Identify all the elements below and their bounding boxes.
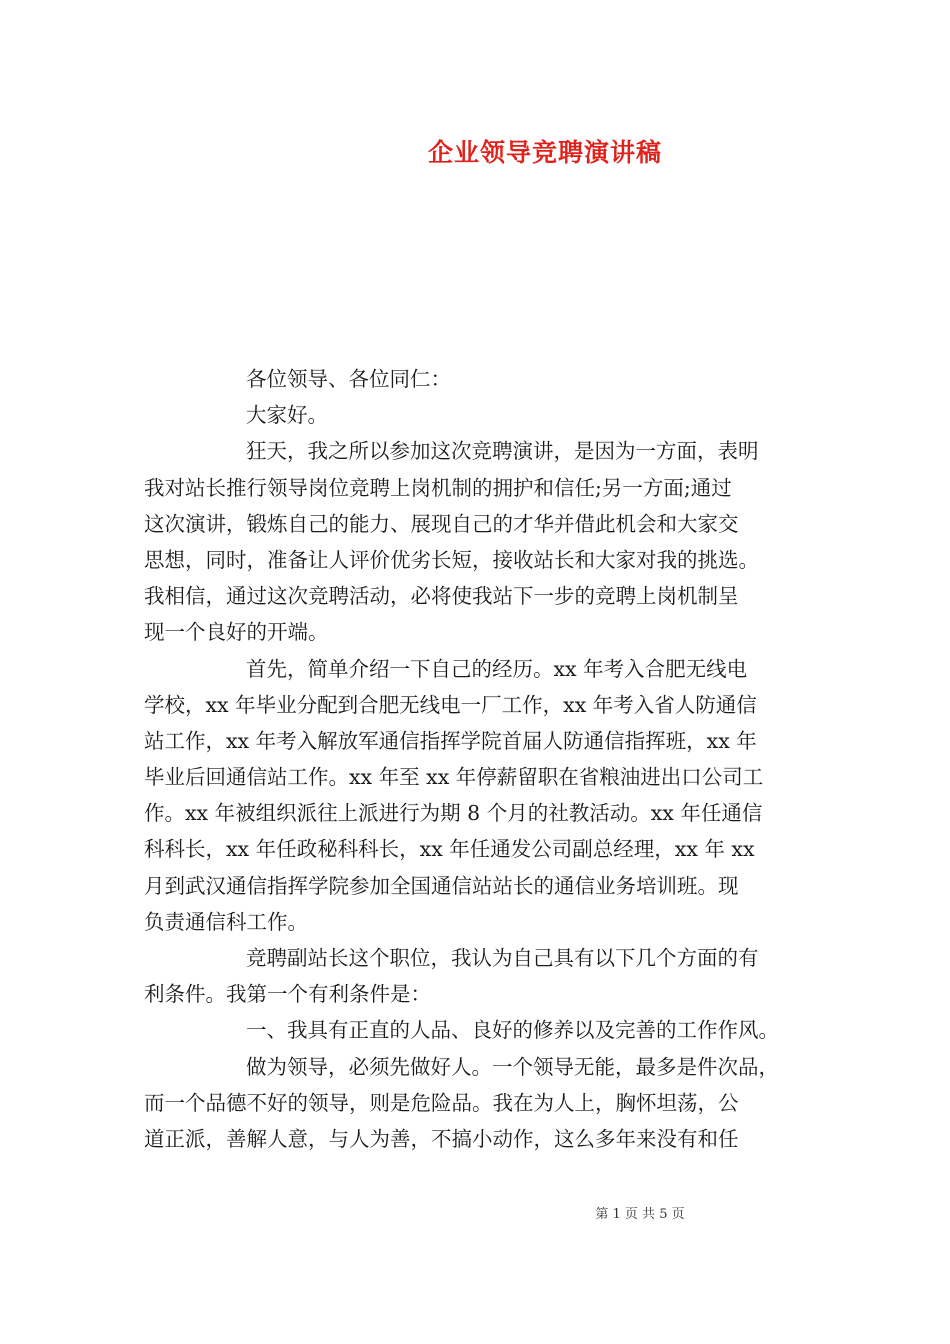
document-title: 企业领导竞聘演讲稿 xyxy=(427,138,662,167)
paragraph-line: 我对站长推行领导岗位竞聘上岗机制的拥护和信任;另一方面;通过 xyxy=(144,475,732,500)
page-number-footer: 第 1 页 共 5 页 xyxy=(595,1207,685,1222)
paragraph-line: 而一个品德不好的领导，则是危险品。我在为人上，胸怀坦荡，公 xyxy=(144,1090,739,1115)
document-body xyxy=(144,361,824,1157)
paragraph-line: 首先，简单介绍一下自己的经历。xx 年考入合肥无线电 xyxy=(246,656,748,681)
paragraph-line: 做为领导，必须先做好人。一个领导无能，最多是件次品， xyxy=(246,1054,779,1079)
paragraph-line: 狂天，我之所以参加这次竞聘演讲，是因为一方面，表明 xyxy=(246,439,759,464)
paragraph-line: 一、我具有正直的人品、良好的修养以及完善的工作作风。 xyxy=(246,1018,779,1043)
salutation-line: 各位领导、各位同仁： xyxy=(246,367,451,391)
paragraph-line: 这次演讲，锻炼自己的能力、展现自己的才华并借此机会和大家交 xyxy=(144,511,739,536)
greeting-line: 大家好。 xyxy=(246,403,328,428)
paragraph-line: 月到武汉通信指挥学院参加全国通信站站长的通信业务培训班。现 xyxy=(144,873,739,898)
paragraph-line: 负责通信科工作。 xyxy=(144,909,308,934)
paragraph-line: 毕业后回通信站工作。xx 年至 xx 年停薪留职在省粮油进出口公司工 xyxy=(144,765,764,790)
paragraph-line: 我相信，通过这次竞聘活动，必将使我站下一步的竞聘上岗机制呈 xyxy=(144,584,739,609)
paragraph-line: 站工作，xx 年考入解放军通信指挥学院首届人防通信指挥班，xx 年 xyxy=(144,728,757,753)
paragraph-line: 科科长，xx 年任政秘科科长，xx 年任通发公司副总经理，xx 年 xx xyxy=(144,837,755,862)
paragraph-line: 现一个良好的开端。 xyxy=(144,620,329,645)
paragraph-line: 竞聘副站长这个职位，我认为自己具有以下几个方面的有 xyxy=(246,946,759,970)
paragraph-line: 利条件。我第一个有利条件是： xyxy=(144,982,431,1007)
paragraph-line: 道正派，善解人意，与人为善，不搞小动作，这么多年来没有和任 xyxy=(144,1126,739,1151)
paragraph-line: 思想，同时，准备让人评价优劣长短，接收站长和大家对我的挑选。 xyxy=(144,547,759,572)
paragraph-line: 作。xx 年被组织派往上派进行为期 8 个月的社教活动。xx 年任通信 xyxy=(144,801,763,826)
paragraph-line: 学校，xx 年毕业分配到合肥无线电一厂工作，xx 年考入省人防通信 xyxy=(144,692,757,717)
